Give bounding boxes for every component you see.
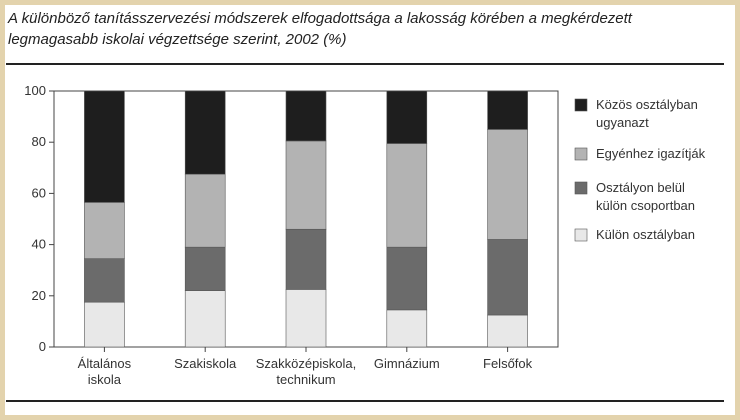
legend-swatch	[575, 99, 587, 111]
legend-swatch	[575, 182, 587, 194]
legend-label: Külön osztályban	[596, 227, 696, 242]
bar-segment	[84, 302, 124, 347]
bar-segment	[286, 91, 326, 141]
x-category-label: technikum	[276, 372, 336, 387]
bar-segment	[387, 143, 427, 247]
legend	[575, 97, 706, 242]
legend-swatch	[575, 229, 587, 241]
bar-segment	[84, 259, 124, 303]
bar-segment	[488, 239, 528, 315]
bar-segment	[84, 202, 124, 258]
plot-area	[24, 83, 558, 387]
y-tick-label: 20	[31, 287, 46, 303]
legend-label: Közös osztályban	[596, 97, 698, 112]
legend-label: külön csoportban	[596, 198, 696, 213]
x-category-label: iskola	[87, 372, 122, 387]
x-category-label: Szakközépiskola,	[255, 356, 357, 371]
bar-segment	[488, 91, 528, 129]
x-category-label: Gimnázium	[373, 356, 440, 371]
bar-segment	[488, 129, 528, 239]
bar-segment	[387, 91, 427, 143]
bar-segment	[387, 247, 427, 310]
bar-segment	[185, 91, 225, 174]
x-category-label: Szakiskola	[174, 356, 237, 371]
bar-segment	[286, 141, 326, 229]
y-tick-label: 80	[31, 134, 46, 150]
y-tick-label: 60	[31, 185, 46, 201]
bar-segment	[387, 310, 427, 347]
bar-segment	[84, 91, 124, 202]
legend-label: Osztályon belül	[596, 180, 685, 195]
bar-segment	[488, 315, 528, 347]
legend-label: Egyénhez igazítják	[596, 146, 706, 161]
y-tick-label: 100	[24, 83, 46, 98]
x-category-label: Felsőfok	[483, 356, 533, 371]
bar-segment	[185, 174, 225, 247]
legend-label: ugyanazt	[596, 115, 649, 130]
y-tick-label: 40	[31, 236, 46, 252]
bar-segment	[286, 229, 326, 289]
bar-segment	[185, 247, 225, 291]
bar-segment	[185, 291, 225, 347]
x-category-label: Általános	[77, 356, 132, 371]
chart-title: A különböző tanításszervezési módszerek elfogadottsága a lakosság körében a megkérdezett legmagasabb iskolai végzettsége szerint, 2002 (%)	[8, 10, 632, 48]
bar-segment	[286, 289, 326, 347]
y-tick-label: 0	[38, 339, 46, 354]
legend-swatch	[575, 148, 587, 160]
